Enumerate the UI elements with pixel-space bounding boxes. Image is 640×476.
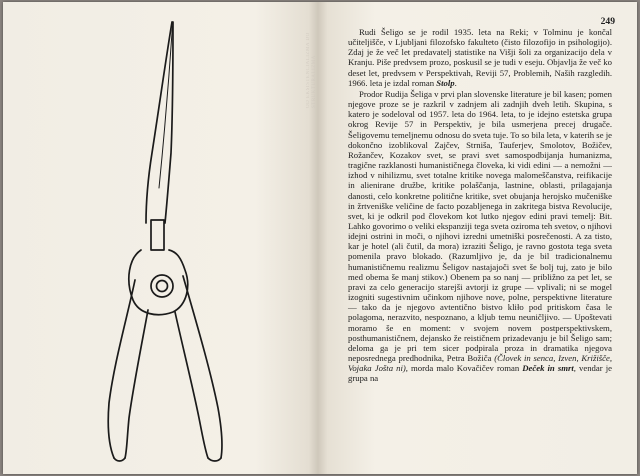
emphasized-text: Stolp	[436, 77, 455, 88]
text-run: Prodor Rudija Šeliga v prvi plan slovenske literature je bil kasen; pomen njegove proze se je razkril v zadnjem ali zadnjih dveh letih. Skupina, s katero je sodeloval od 1957. leta do 1964. leta, to je idejno estetska grupa okrog Revije 57 in Perspektiv, je bila usmerjena precej drugače. Šeligovemu temeljnemu odnosu do sveta tuje. To so bila leta, v katerih se je dokončno izoblikoval Zajčev, Strniša, Tauferjev, Smolotov, Božičev, Rožančev, Kozakov svet, se pravi svet samospodbijanja humanizma, tragične razklanosti humanističnega človeka, ki vidi edini — a nemožni — izhod v nihilizmu, svet totalne kritike novega malomeščanstva, reifikacije in alienirane družbe, kritike polaščanja, lastnine, oblasti, prilagajanja danosti, celo konkretne politične kritike, svet obujanja herojsko mučeniške in žrtveniške veličine de facto pozabljenega in zakritega bistva Revolucije, svet, ki je odkril pod človekom kot lutko njegov edini pravi temelj: Bit. Lahko govorimo o veliki ekspanziji tega sveta oziroma teh svetov, o njihovi idejni ostrini in moči, o njihovi izredni umetniški posrečenosti. A za tisto, kar je hotel (ali čutil, da mora) izraziti Šeligo, je ravno gostota tega sveta pomenila pravo blokado. (Razumljivo je, da je bil tradicionalnemu humanističnemu realizmu Šeligov nastajajoči svet še bolj tuj, zato je bilo med obema še manj stikov.) Obenem pa so nanj — približno za pet let, se pravi za celo generacijo starejši avtorji iz grupe — vplivali; ni se mogel izogniti sugestivnim učinkom njihove nove, polne, perspektivne literature — tako da je njegovo avtentično bistvo kliło pod pritiskom časa le polagoma, nerazvito, nespoznano, a kljub temu neuničljivo. — Upoštevati moramo še en moment: v svojem novem postperspektivskem, posthumanističnem, dejansko že reističnem prizadevanju je bil Šeligo sam; deloma ga je pri tem sicer podpirala proza in dramatika njegova neposrednega predhodnika, Petra Božiča	[348, 88, 612, 363]
left-page	[3, 2, 318, 474]
page-number: 249	[600, 16, 615, 27]
emphasized-text: Deček in smrt	[522, 363, 574, 374]
text-run: .	[454, 77, 457, 88]
pliers-illustration	[89, 18, 239, 466]
text-run: Rudi Šeligo se je rodil 1935. leta na Reki; v Tolminu je končal učiteljišče, v Ljubljani filozofsko fakulteto (čisto filozofijo in psihologijo). Zdaj je že več let predavatelj statistike na Višji šoli za organizacijo dela v Kranju. Piše predvsem prozo, poskusil se je tudi v eseju. Objavlja že več ko deset let, predvsem v Perspektivah, Reviji 57, Problemih, Naših razgledih. 1966. leta je izdal roman	[348, 27, 612, 88]
bleed-through-text: OD EKSISTENCIALIZMA DO STRUKTURALIZMA	[306, 32, 317, 108]
right-page	[318, 2, 637, 474]
paragraph	[348, 27, 612, 88]
text-run: , morda malo Kovačičev roman	[405, 363, 523, 374]
paragraph	[348, 89, 612, 384]
emphasized-text: (Človek in senca, Izven, Križišče, Vojaka Jošta ni)	[348, 353, 613, 374]
book-spread	[3, 2, 637, 474]
text-run: , vendar je grupa na	[348, 363, 612, 384]
body-text	[348, 27, 612, 383]
